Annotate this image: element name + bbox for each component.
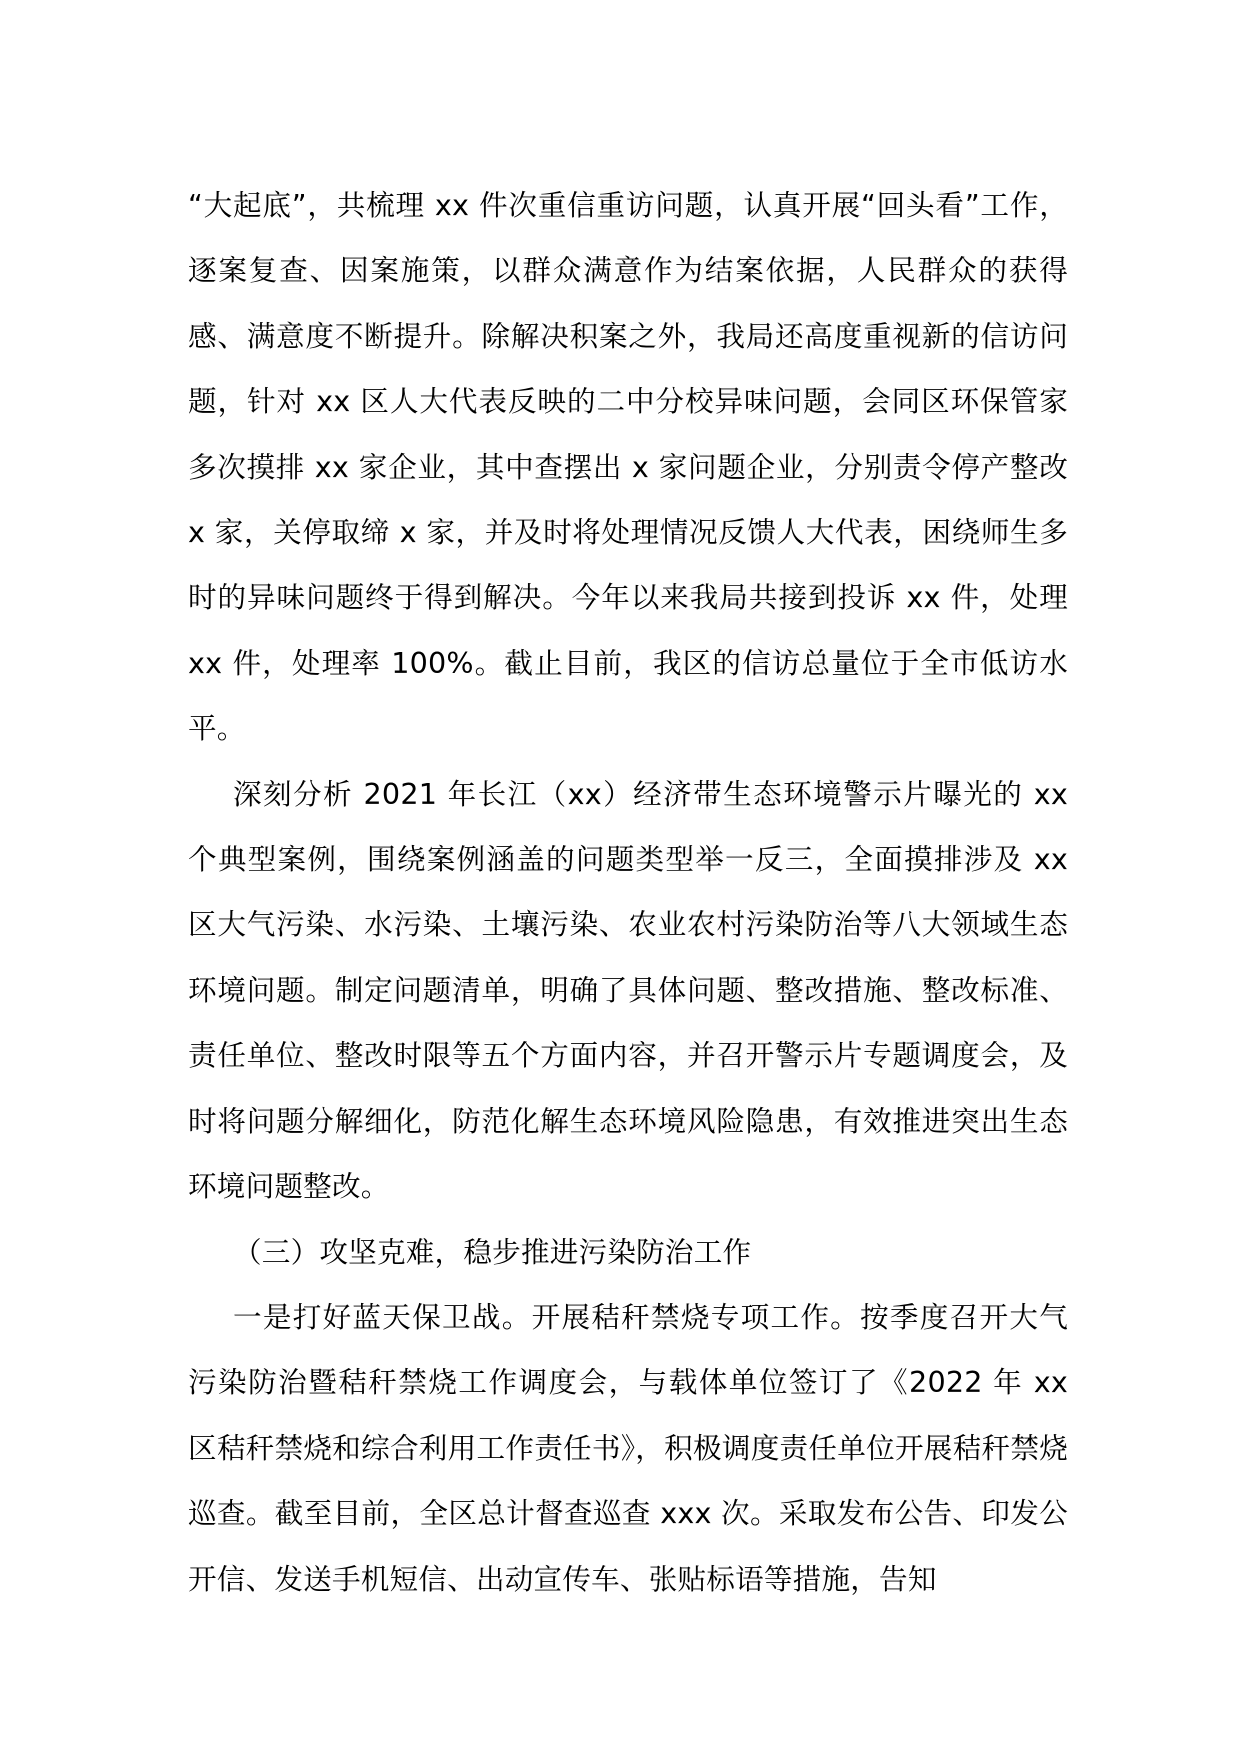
section-heading-pollution-prevention: （三）攻坚克难，稳步推进污染防治工作 <box>233 1234 752 1269</box>
document-body <box>188 173 1068 1612</box>
paragraph-blue-sky-defense: 一是打好蓝天保卫战。开展秸秆禁烧专项工作。按季度召开大气污染防治暨秸秆禁烧工作调度会，与载体单位签订了《2022 年 xx 区秸秆禁烧和综合利用工作责任书》，积极调度责任单位开展秸秆禁烧巡查。截至目前，全区总计督查巡查 xxx 次。采取发布公告、印发公开信、发送手机短信、出动宣传车、张贴标语等措施，告知 <box>188 1299 1068 1596</box>
paragraph-warning-film-rectification: 深刻分析 2021 年长江（xx）经济带生态环境警示片曝光的 xx 个典型案例，围绕案例涵盖的问题类型举一反三，全面摸排涉及 xx 区大气污染、水污染、土壤污染、农业农村污染防治等八大领域生态环境问题。制定问题清单，明确了具体问题、整改措施、整改标准、责任单位、整改时限等五个方面内容，并召开警示片专题调度会，及时将问题分解细化，防范化解生态环境风险隐患，有效推进突出生态环境问题整改。 <box>188 776 1068 1204</box>
paragraph-complaint-handling: “大起底”，共梳理 xx 件次重信重访问题，认真开展“回头看”工作，逐案复查、因案施策，以群众满意作为结案依据，人民群众的获得感、满意度不断提升。除解决积案之外，我局还高度重视新的信访问题，针对 xx 区人大代表反映的二中分校异味问题，会同区环保管家多次摸排 xx 家企业，其中查摆出 x 家问题企业，分别责令停产整改 x 家，关停取缔 x 家，并及时将处理情况反馈人大代表，困绕师生多时的异味问题终于得到解决。今年以来我局共接到投诉 xx 件，处理 xx 件，处理率 100%。截止目前，我区的信访总量位于全市低访水平。 <box>188 188 1068 746</box>
